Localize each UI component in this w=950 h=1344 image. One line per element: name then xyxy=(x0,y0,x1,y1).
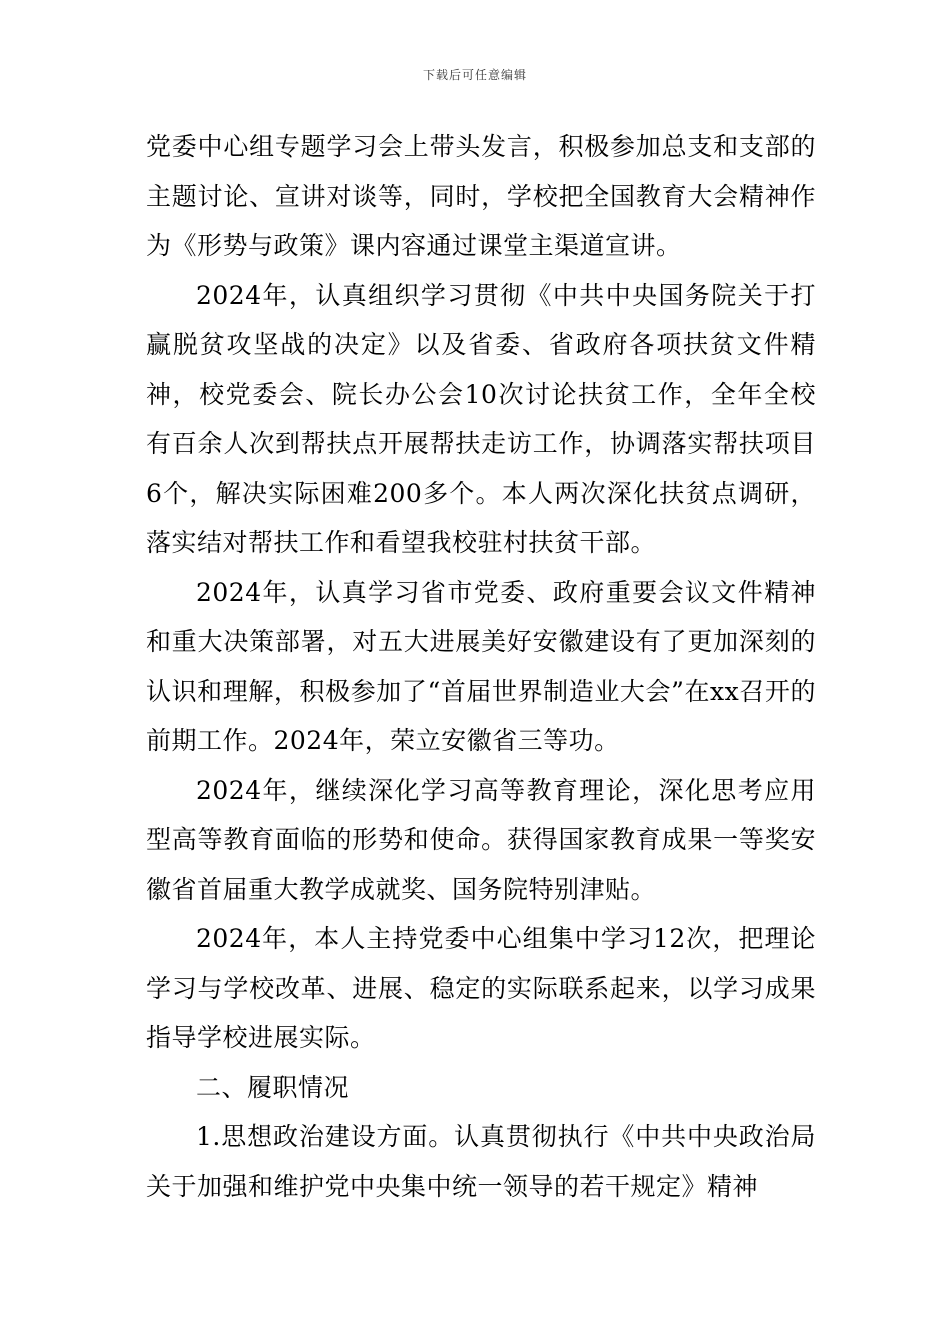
paragraph-poverty-alleviation: 2024年，认真组织学习贯彻《中共中央国务院关于打赢脱贫攻坚战的决定》以及省委、省政府各项扶贫文件精神，校党委会、院长办公会10次讨论扶贫工作，全年全校有百余人次到帮扶点开展帮扶走访工作，协调落实帮扶项目6个，解决实际困难200多个。本人两次深化扶贫点调研，落实结对帮扶工作和看望我校驻村扶贫干部。 xyxy=(146,280,816,557)
document-body xyxy=(146,122,816,1211)
paragraph-central-group-study: 2024年，本人主持党委中心组集中学习12次，把理论学习与学校改革、进展、稳定的实际联系起来，以学习成果指导学校进展实际。 xyxy=(146,924,816,1052)
paragraph-political-construction: 1.思想政治建设方面。认真贯彻执行《中共中央政治局关于加强和维护党中央集中统一领导的若干规定》精神 xyxy=(146,1122,816,1201)
paragraph-education-theory: 2024年，继续深化学习高等教育理论，深化思考应用型高等教育面临的形势和使命。获得国家教育成果一等奖安徽省首届重大教学成就奖、国务院特别津贴。 xyxy=(146,775,816,904)
page-header: 下载后可任意编辑 xyxy=(422,68,527,82)
paragraph-provincial-study: 2024年，认真学习省市党委、政府重要会议文件精神和重大决策部署，对五大进展美好安徽建设有了更加深刻的认识和理解，积极参加了“首届世界制造业大会”在xx召开的前期工作。2024年，荣立安徽省三等功。 xyxy=(146,577,816,755)
section-heading-duties: 二、履职情况 xyxy=(196,1072,350,1102)
paragraph-continuation: 党委中心组专题学习会上带头发言，积极参加总支和支部的主题讨论、宣讲对谈等，同时，学校把全国教育大会精神作为《形势与政策》课内容通过课堂主渠道宣讲。 xyxy=(146,132,816,260)
